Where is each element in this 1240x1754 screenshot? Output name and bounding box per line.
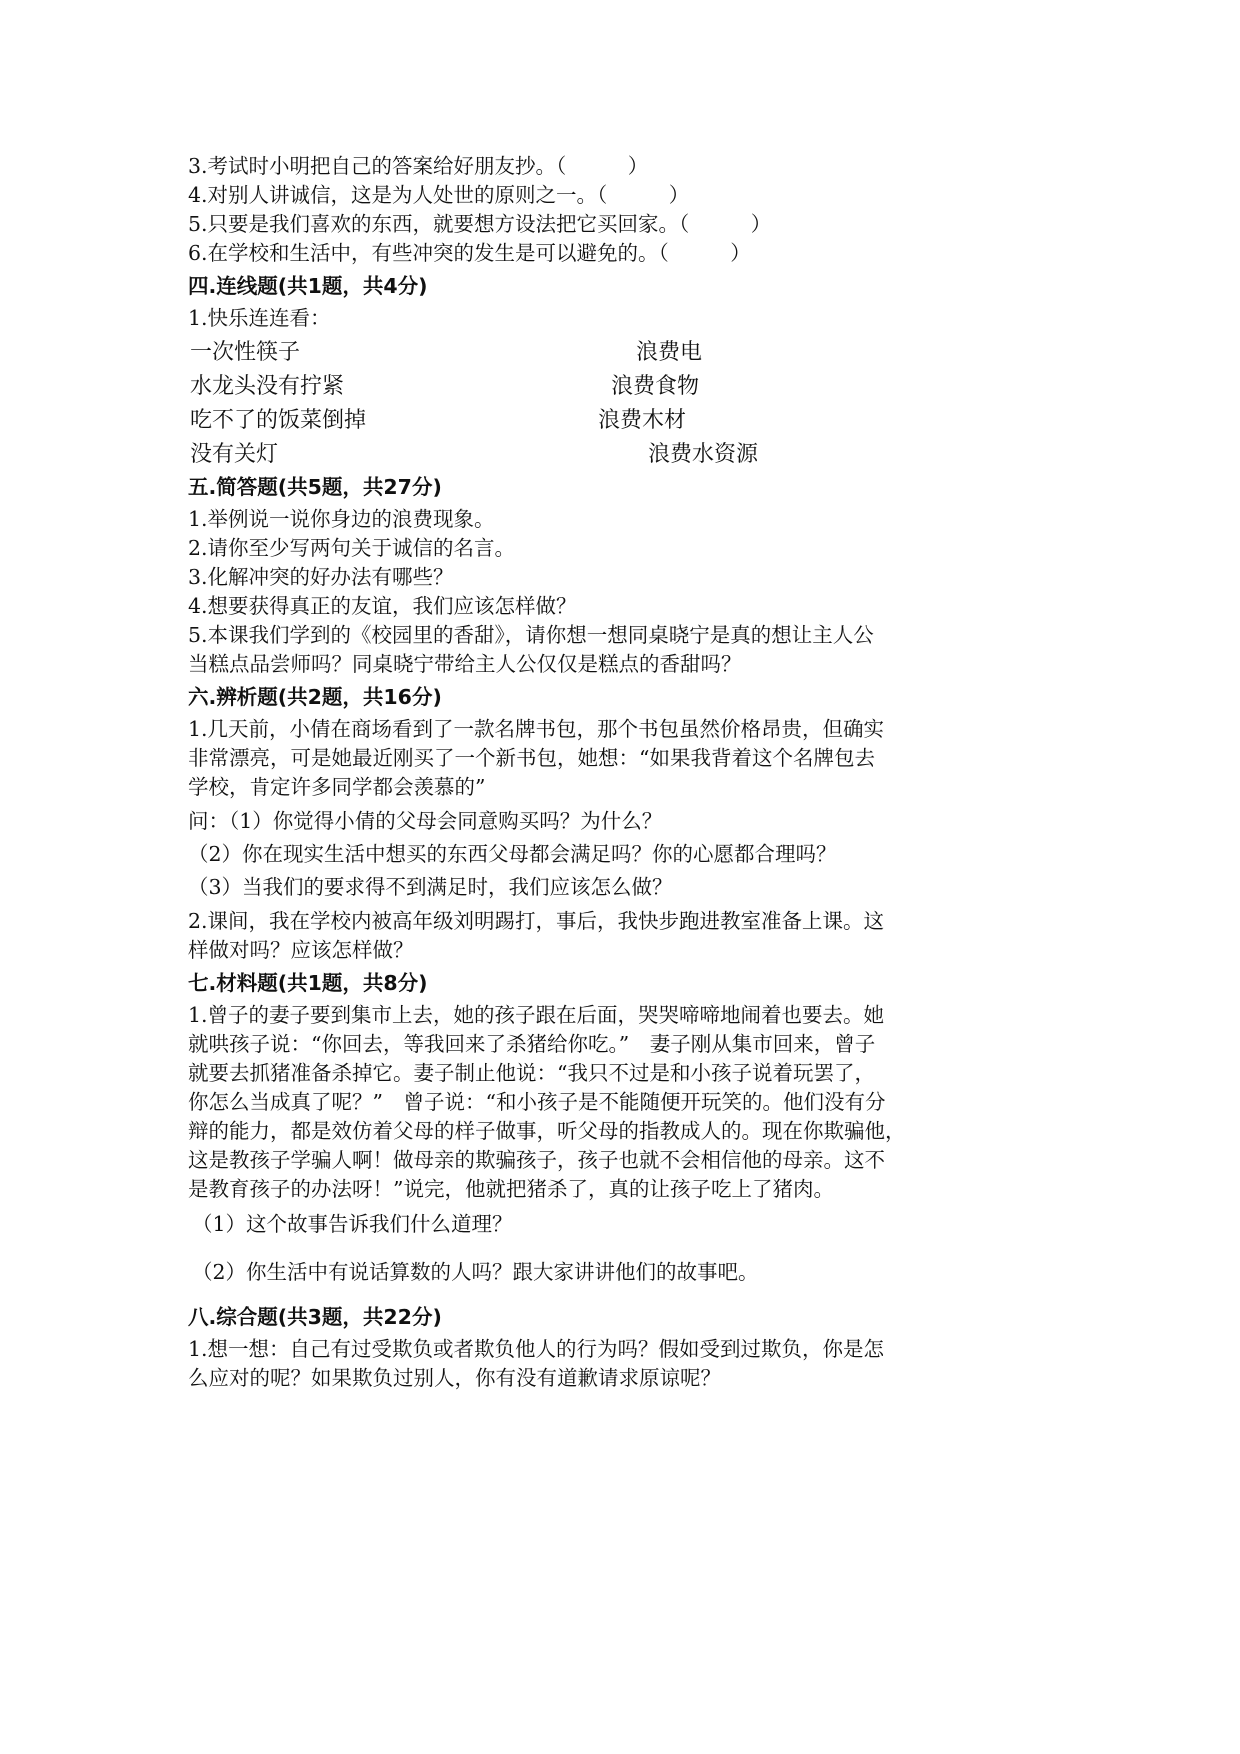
material-line-7: 是教育孩子的办法呀！”说完，他就把猪杀了，真的让孩子吃上了猪肉。 — [188, 1177, 834, 1201]
short-answer-line-4: 4.想要获得真正的友谊，我们应该怎样做？ — [188, 594, 577, 618]
short-answer-line-6: 当糕点品尝师吗？同桌晓宁带给主人公仅仅是糕点的香甜吗？ — [188, 652, 742, 676]
material-sub-1: （1）这个故事告诉我们什么道理？ — [192, 1212, 513, 1236]
matching-left-item-3: 吃不了的饭菜倒掉 — [190, 408, 367, 433]
judge-item-4: 4.对别人讲诚信，这是为人处世的原则之一。（ ） — [188, 183, 690, 207]
matching-left-item-1: 一次性筷子 — [190, 340, 301, 365]
section-7-heading: 七.材料题(共1题，共8分) — [188, 971, 428, 995]
matching-left-item-4: 没有关灯 — [190, 442, 279, 467]
matching-question: 1.快乐连连看： — [188, 306, 331, 330]
analysis-q1-line-1: 1.几天前，小倩在商场看到了一款名牌书包，那个书包虽然价格昂贵，但确实 — [188, 717, 885, 741]
analysis-q1-sub-2: （2）你在现实生活中想买的东西父母都会满足吗？你的心愿都合理吗？ — [188, 842, 837, 866]
judge-item-6: 6.在学校和生活中，有些冲突的发生是可以避免的。（ ） — [188, 241, 751, 265]
judge-item-3: 3.考试时小明把自己的答案给好朋友抄。（ ） — [188, 154, 649, 178]
matching-right-item-1: 浪费电 — [636, 340, 703, 365]
analysis-q1-sub-3: （3）当我们的要求得不到满足时，我们应该怎么做？ — [188, 875, 673, 899]
matching-right-item-4: 浪费水资源 — [648, 442, 759, 467]
analysis-q1-sub-1: 问：（1）你觉得小倩的父母会同意购买吗？为什么？ — [188, 809, 663, 833]
judge-item-5: 5.只要是我们喜欢的东西，就要想方设法把它买回家。（ ） — [188, 212, 772, 236]
analysis-q2-line-2: 样做对吗？应该怎样做？ — [188, 938, 414, 962]
section-6-heading: 六.辨析题(共2题，共16分) — [188, 685, 442, 709]
analysis-q2-line-1: 2.课间，我在学校内被高年级刘明踢打，事后，我快步跑进教室准备上课。这 — [188, 909, 885, 933]
short-answer-line-2: 2.请你至少写两句关于诚信的名言。 — [188, 536, 516, 560]
comprehensive-line-1: 1.想一想：自己有过受欺负或者欺负他人的行为吗？假如受到过欺负，你是怎 — [188, 1337, 885, 1361]
material-line-1: 1.曾子的妻子要到集市上去，她的孩子跟在后面，哭哭啼啼地闹着也要去。她 — [188, 1003, 885, 1027]
short-answer-line-5: 5.本课我们学到的《校园里的香甜》，请你想一想同桌晓宁是真的想让主人公 — [188, 623, 874, 647]
matching-left-item-2: 水龙头没有拧紧 — [190, 374, 345, 399]
section-5-heading: 五.简答题(共5题，共27分) — [188, 475, 442, 499]
analysis-q1-line-2: 非常漂亮，可是她最近刚买了一个新书包，她想：“如果我背着这个名牌包去 — [188, 746, 875, 770]
material-line-6: 这是教孩子学骗人啊！做母亲的欺骗孩子，孩子也就不会相信他的母亲。这不 — [188, 1148, 885, 1172]
matching-right-item-3: 浪费木材 — [598, 408, 687, 433]
section-8-heading: 八.综合题(共3题，共22分) — [188, 1305, 442, 1329]
material-line-4: 你怎么当成真了呢？” 曾子说：“和小孩子是不能随便开玩笑的。他们没有分 — [188, 1090, 886, 1114]
matching-right-item-2: 浪费食物 — [611, 374, 700, 399]
short-answer-line-3: 3.化解冲突的好办法有哪些？ — [188, 565, 454, 589]
comprehensive-line-2: 么应对的呢？如果欺负过别人，你有没有道歉请求原谅呢？ — [188, 1366, 721, 1390]
section-4-heading: 四.连线题(共1题，共4分) — [188, 274, 428, 298]
analysis-q1-line-3: 学校，肯定许多同学都会羡慕的” — [188, 775, 486, 799]
material-line-5: 辩的能力，都是效仿着父母的样子做事，听父母的指教成人的。现在你欺骗他， — [188, 1119, 906, 1143]
material-line-2: 就哄孩子说：“你回去，等我回来了杀猪给你吃。” 妻子刚从集市回来，曾子 — [188, 1032, 876, 1056]
material-sub-2: （2）你生活中有说话算数的人吗？跟大家讲讲他们的故事吧。 — [192, 1260, 759, 1284]
short-answer-line-1: 1.举例说一说你身边的浪费现象。 — [188, 507, 495, 531]
material-line-3: 就要去抓猪准备杀掉它。妻子制止他说：“我只不过是和小孩子说着玩罢了， — [188, 1061, 875, 1085]
